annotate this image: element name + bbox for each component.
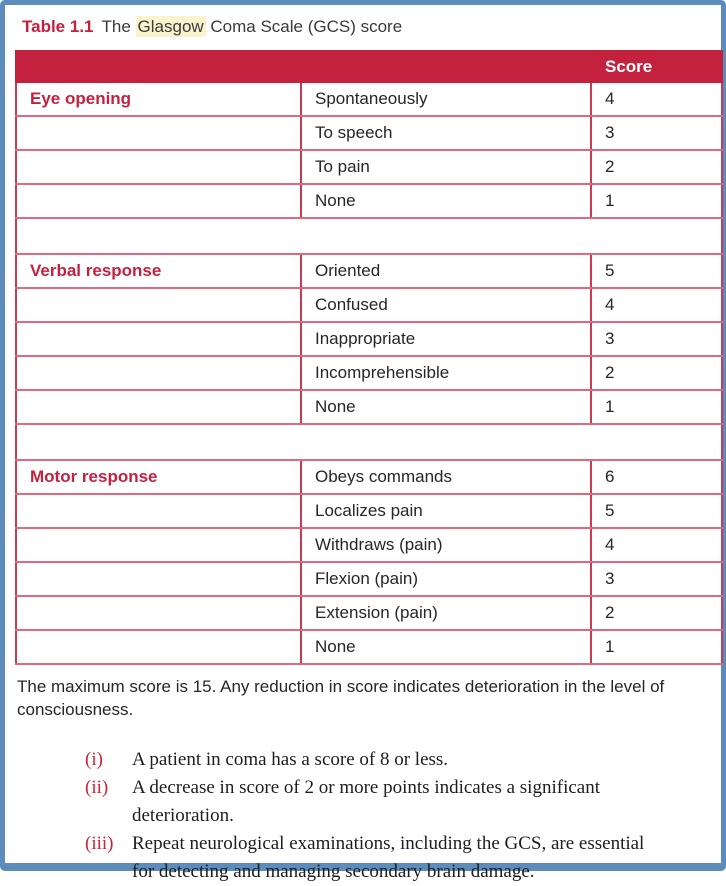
score-cell: 5 [591, 254, 722, 288]
category-empty-cell [16, 322, 301, 356]
note-item [85, 746, 716, 774]
response-cell: To pain [301, 150, 591, 184]
table-row [16, 562, 722, 596]
response-cell: Flexion (pain) [301, 562, 591, 596]
table-row [16, 460, 722, 494]
category-empty-cell [16, 150, 301, 184]
table-row [16, 528, 722, 562]
score-cell: 3 [591, 562, 722, 596]
header-cell-score: Score [591, 51, 722, 82]
score-cell: 4 [591, 288, 722, 322]
score-cell: 2 [591, 596, 722, 630]
category-cell: Motor response [16, 460, 301, 494]
category-empty-cell [16, 528, 301, 562]
score-cell: 2 [591, 150, 722, 184]
table-row [16, 116, 722, 150]
table-row [16, 390, 722, 424]
response-cell: To speech [301, 116, 591, 150]
table-row [16, 596, 722, 630]
response-cell: Withdraws (pain) [301, 528, 591, 562]
note-number: (ii) [85, 777, 109, 798]
category-empty-cell [16, 390, 301, 424]
score-cell: 4 [591, 528, 722, 562]
caption-highlighted-word: Glasgow [137, 17, 204, 36]
caption-text-before: The [101, 17, 136, 36]
note-text: A patient in coma has a score of 8 or less. [132, 749, 449, 770]
score-cell: 1 [591, 630, 722, 664]
note-item [85, 830, 716, 886]
note-text: Repeat neurological examinations, including the GCS, are essential for detecting and managing secondary brain damage. [132, 833, 645, 882]
score-cell: 2 [591, 356, 722, 390]
table-caption [10, 13, 716, 50]
table-number-label: Table 1.1 [22, 17, 94, 36]
note-number: (i) [85, 749, 103, 770]
score-cell: 1 [591, 184, 722, 218]
note-item [85, 774, 716, 830]
table-row [16, 630, 722, 664]
spacer-cell [16, 218, 722, 254]
header-cell-response [301, 51, 591, 82]
category-cell: Verbal response [16, 254, 301, 288]
category-empty-cell [16, 356, 301, 390]
section-spacer-row [16, 218, 722, 254]
category-empty-cell [16, 562, 301, 596]
category-empty-cell [16, 116, 301, 150]
response-cell: Localizes pain [301, 494, 591, 528]
score-cell: 5 [591, 494, 722, 528]
table-row [16, 150, 722, 184]
section-spacer-row [16, 424, 722, 460]
response-cell: None [301, 184, 591, 218]
caption-text-after: Coma Scale (GCS) score [205, 17, 403, 36]
max-score-note: The maximum score is 15. Any reduction in score indicates deterioration in the level of consciousness. [17, 677, 665, 719]
score-cell: 6 [591, 460, 722, 494]
category-empty-cell [16, 184, 301, 218]
response-cell: Obeys commands [301, 460, 591, 494]
note-number: (iii) [85, 833, 114, 854]
notes-list [85, 746, 716, 886]
table-row [16, 288, 722, 322]
category-empty-cell [16, 288, 301, 322]
header-cell-category [16, 51, 301, 82]
response-cell: Oriented [301, 254, 591, 288]
gcs-score-table [15, 50, 723, 665]
spacer-cell [16, 424, 722, 460]
score-cell: 1 [591, 390, 722, 424]
response-cell: None [301, 630, 591, 664]
table-header-row [16, 51, 722, 82]
category-empty-cell [16, 596, 301, 630]
response-cell: Extension (pain) [301, 596, 591, 630]
gcs-table-body [16, 51, 722, 664]
category-empty-cell [16, 630, 301, 664]
table-row [16, 322, 722, 356]
response-cell: Spontaneously [301, 82, 591, 116]
table-row [16, 356, 722, 390]
response-cell: Incomprehensible [301, 356, 591, 390]
score-cell: 4 [591, 82, 722, 116]
response-cell: Confused [301, 288, 591, 322]
note-text: A decrease in score of 2 or more points indicates a significant deterioration. [132, 777, 600, 826]
score-cell: 3 [591, 322, 722, 356]
category-empty-cell [16, 494, 301, 528]
score-cell: 3 [591, 116, 722, 150]
table-row [16, 494, 722, 528]
response-cell: Inappropriate [301, 322, 591, 356]
table-row [16, 254, 722, 288]
table-row [16, 82, 722, 116]
response-cell: None [301, 390, 591, 424]
category-cell: Eye opening [16, 82, 301, 116]
table-row [16, 184, 722, 218]
